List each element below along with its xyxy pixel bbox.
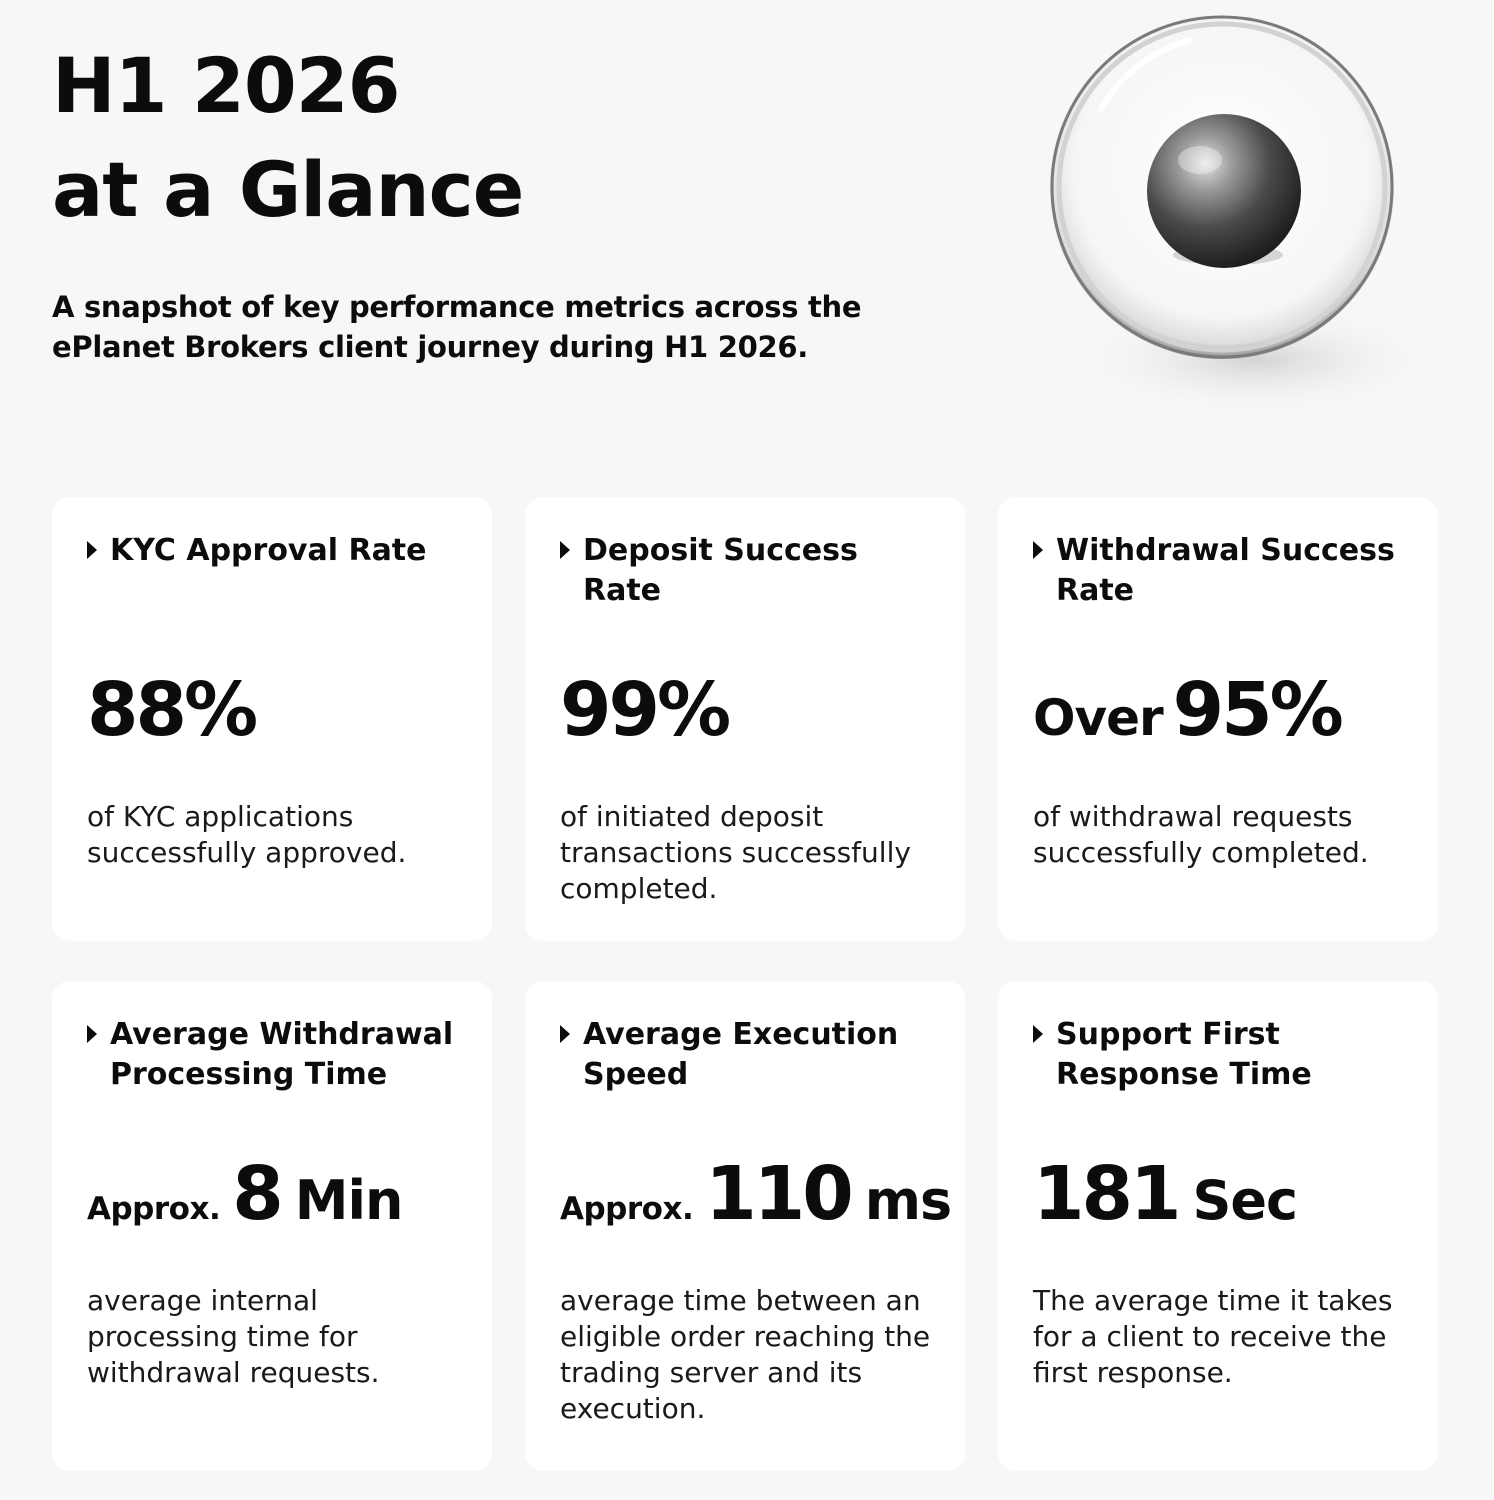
page-subtitle: A snapshot of key performance metrics across the ePlanet Brokers client journey during H1 2026. <box>52 290 862 364</box>
metric-description: average time between an eligible order reaching the trading server and its execution. <box>560 1284 931 1425</box>
metric-unit: Min <box>294 1169 403 1232</box>
metric-value <box>560 665 939 755</box>
metric-label: Withdrawal Success Rate <box>1056 533 1395 608</box>
metric-prefix: Approx. <box>87 1191 221 1227</box>
metric-prefix: Approx. <box>560 1191 694 1227</box>
metric-number: 181 <box>1033 1151 1179 1237</box>
page-title <box>52 34 523 242</box>
metric-card-kyc-approval-rate <box>52 497 492 941</box>
metric-prefix: Over <box>1033 689 1163 747</box>
page-title-line-1: H1 2026 <box>52 41 400 130</box>
caret-right-icon <box>87 541 97 559</box>
metric-value <box>87 665 466 755</box>
metric-description: The average time it takes for a client to receive the first response. <box>1033 1284 1393 1389</box>
glass-sphere-with-metal-ball-icon <box>1040 10 1440 420</box>
caret-right-icon <box>560 1025 570 1043</box>
metric-card-average-withdrawal-processing-time <box>52 981 492 1471</box>
caret-right-icon <box>560 541 570 559</box>
metric-card-withdrawal-success-rate <box>998 497 1438 941</box>
metric-label: Support First Response Time <box>1056 1017 1312 1092</box>
metric-description: of initiated deposit transactions successfully completed. <box>560 800 911 905</box>
metric-value <box>1033 1149 1412 1239</box>
page-title-line-2: at a Glance <box>52 145 524 234</box>
metric-number: 95% <box>1172 667 1341 753</box>
metric-label: Deposit Success Rate <box>583 533 858 608</box>
metric-value <box>1033 665 1412 755</box>
metric-number: 8 <box>232 1151 281 1237</box>
metric-unit: Sec <box>1192 1169 1297 1232</box>
metric-number: 99% <box>560 667 729 753</box>
metric-value <box>560 1149 952 1239</box>
metric-label: KYC Approval Rate <box>110 533 427 568</box>
metric-label: Average Withdrawal Processing Time <box>110 1017 454 1092</box>
metric-description: average internal processing time for withdrawal requests. <box>87 1284 380 1389</box>
metric-value <box>87 1149 466 1239</box>
caret-right-icon <box>1033 541 1043 559</box>
metric-number: 88% <box>87 667 256 753</box>
metric-label: Average Execution Speed <box>583 1017 899 1092</box>
caret-right-icon <box>1033 1025 1043 1043</box>
metric-description: of KYC applications successfully approved. <box>87 800 407 869</box>
metric-card-average-execution-speed <box>525 981 965 1471</box>
metric-description: of withdrawal requests successfully completed. <box>1033 800 1369 869</box>
caret-right-icon <box>87 1025 97 1043</box>
metric-card-support-first-response-time <box>998 981 1438 1471</box>
metric-unit: ms <box>864 1169 952 1232</box>
metric-number: 110 <box>705 1151 851 1237</box>
metric-card-deposit-success-rate <box>525 497 965 941</box>
